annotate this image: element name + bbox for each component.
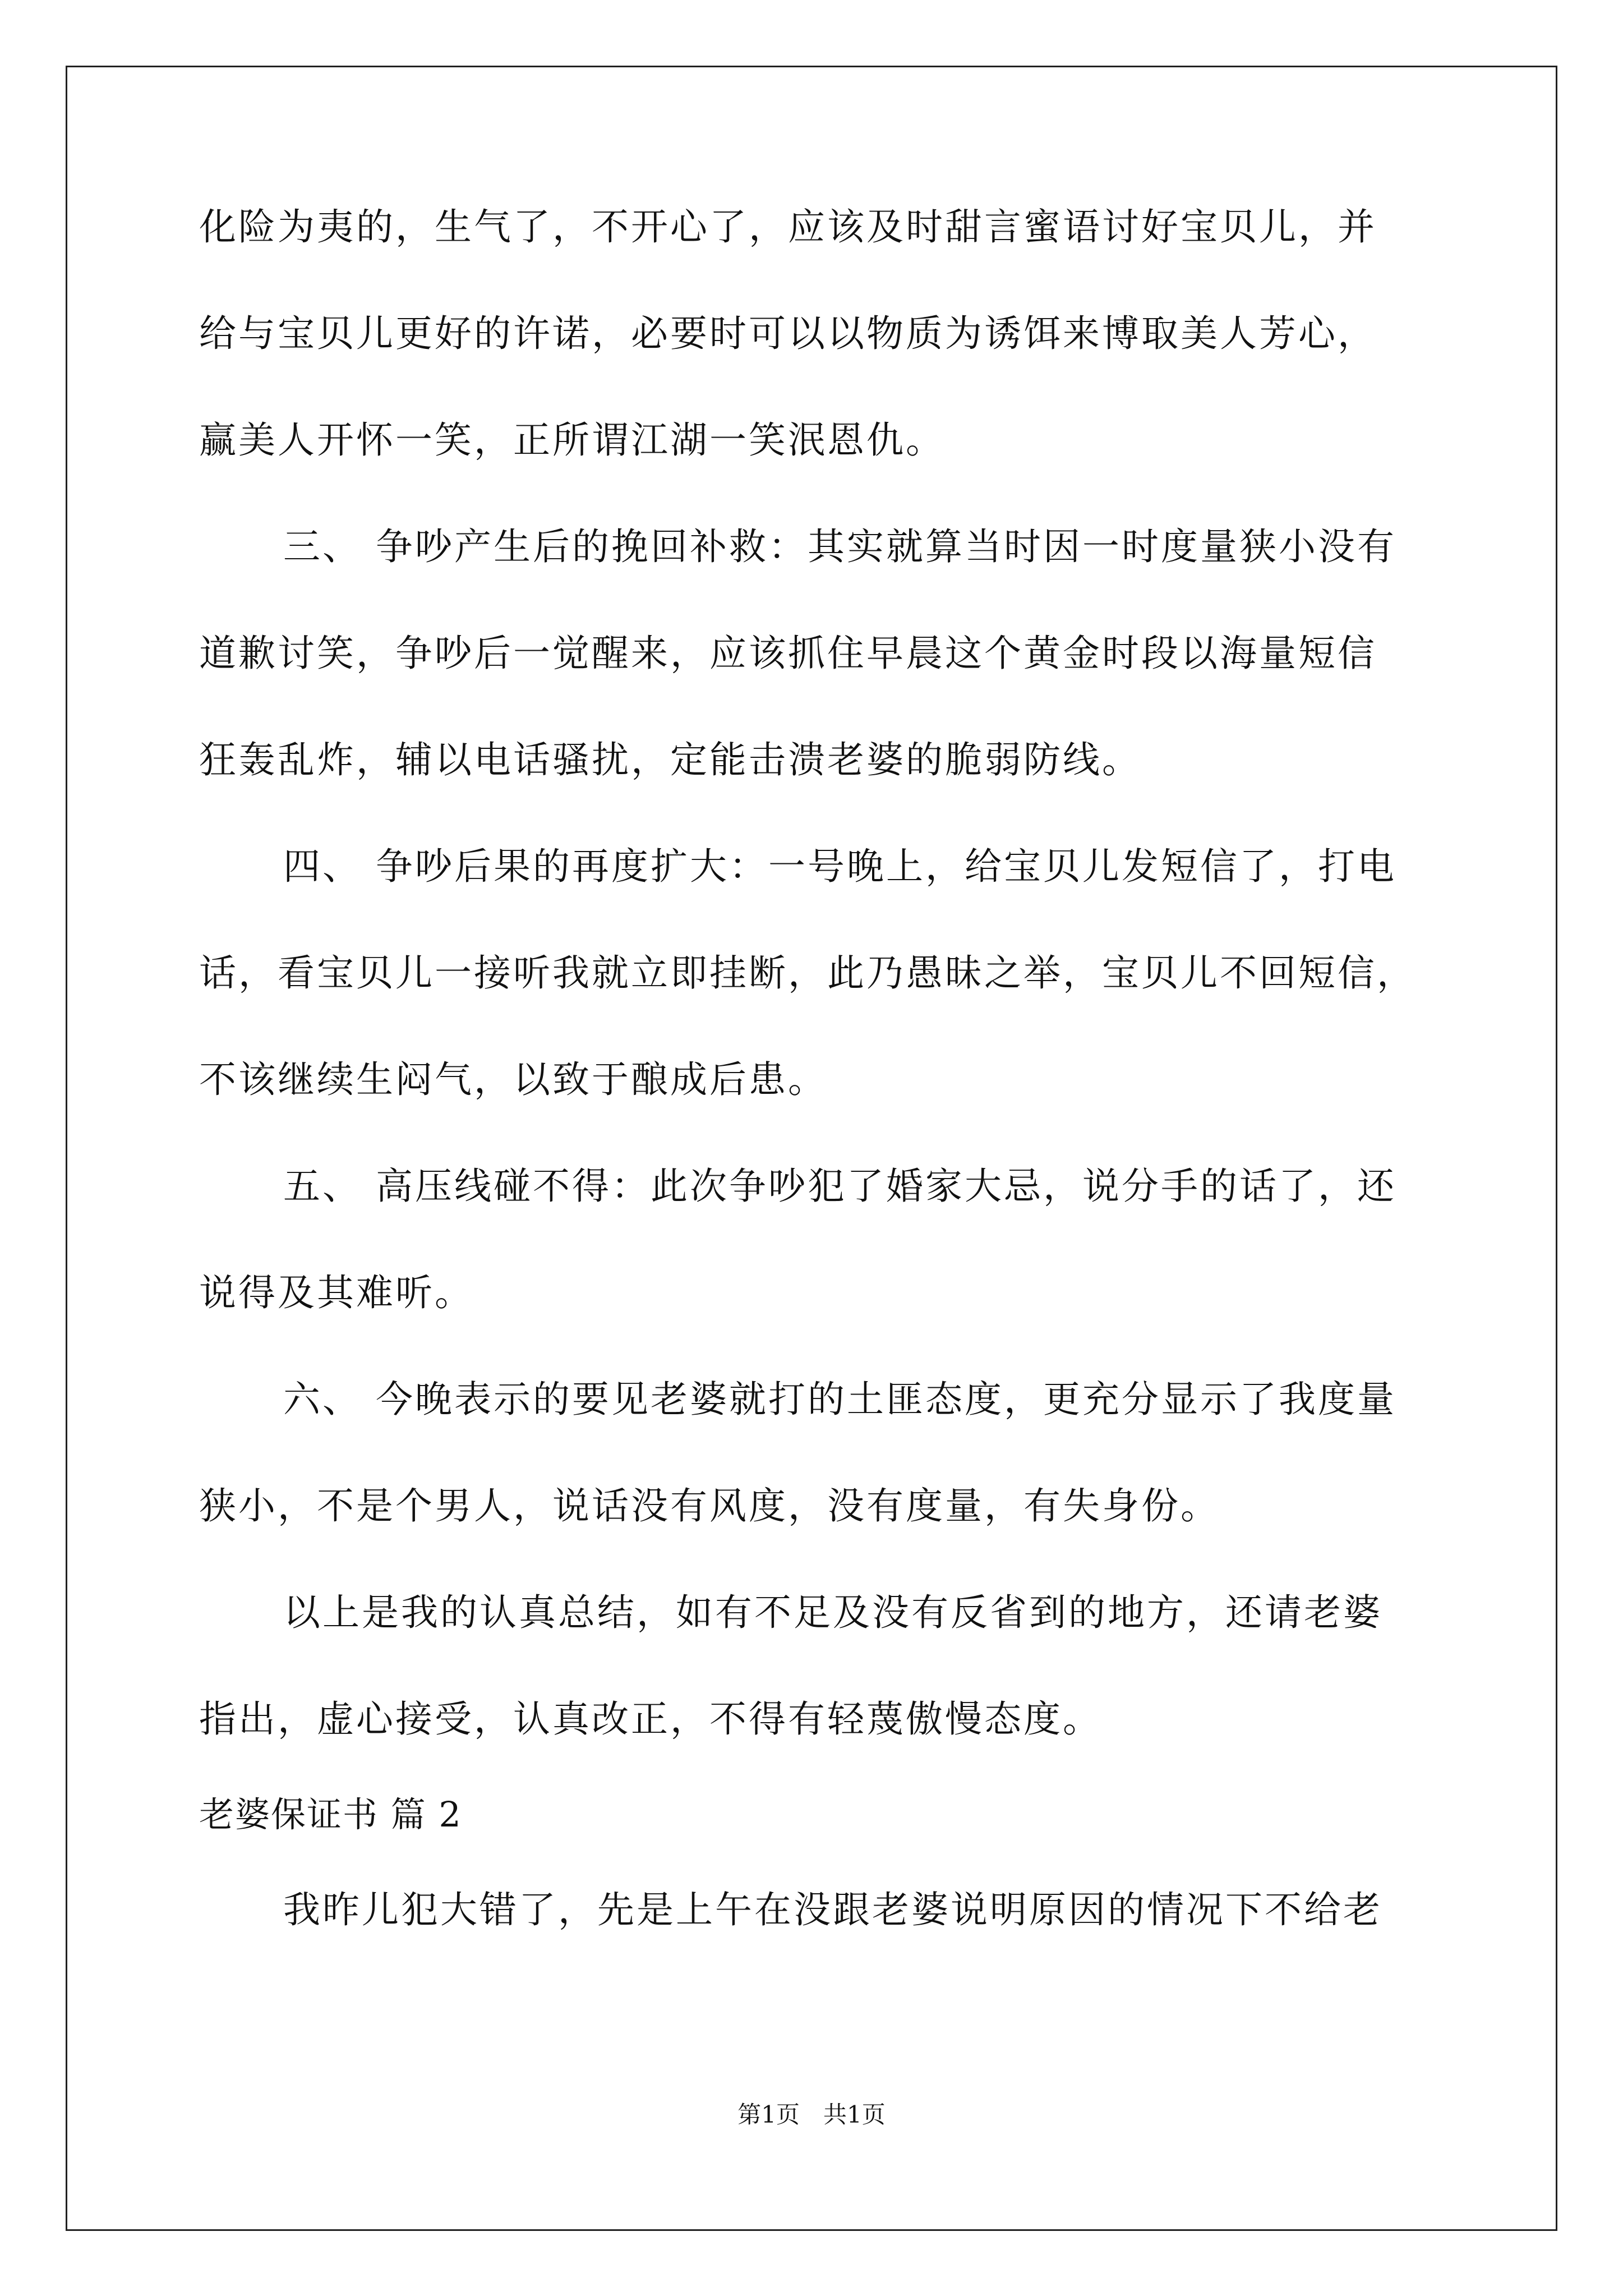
paragraph-five-first-line: 五、 高压线碰不得：此次争吵犯了婚家大忌，说分手的话了，还 <box>283 1165 1396 1208</box>
conclusion-first-line: 以上是我的认真总结，如有不足及没有反省到的地方，还请老婆 <box>283 1591 1382 1634</box>
text-line: 道歉讨笑，争吵后一觉醒来，应该抓住早晨这个黄金时段以海量短信 <box>199 632 1377 675</box>
paragraph-six-first-line: 六、 今晚表示的要见老婆就打的土匪态度，更充分显示了我度量 <box>283 1378 1396 1421</box>
text-line: 话，看宝贝儿一接听我就立即挂断，此乃愚昧之举，宝贝儿不回短信， <box>199 951 1416 995</box>
text-line: 给与宝贝儿更好的许诺，必要时可以以物质为诱饵来博取美人芳心， <box>199 312 1377 355</box>
text-line: 指出，虚心接受，认真改正，不得有轻蔑傲慢态度。 <box>199 1697 1102 1741</box>
section-two-first-line: 我昨儿犯大错了，先是上午在没跟老婆说明原因的情况下不给老 <box>283 1888 1382 1931</box>
paragraph-three-first-line: 三、 争吵产生后的挽回补救：其实就算当时因一时度量狭小没有 <box>283 525 1396 568</box>
text-line: 狂轰乱炸，辅以电话骚扰，定能击溃老婆的脆弱防线。 <box>199 738 1141 781</box>
text-line: 赢美人开怀一笑，正所谓江湖一笑泯恩仇。 <box>199 418 945 462</box>
text-line: 狭小，不是个男人，说话没有风度，没有度量，有失身份。 <box>199 1484 1220 1527</box>
text-line: 化险为夷的，生气了，不开心了，应该及时甜言蜜语讨好宝贝儿，并 <box>199 205 1377 249</box>
text-line: 不该继续生闷气，以致于酿成后患。 <box>199 1058 827 1101</box>
paragraph-four-first-line: 四、 争吵后果的再度扩大：一号晚上，给宝贝儿发短信了，打电 <box>283 845 1396 888</box>
text-line: 说得及其难听。 <box>199 1271 474 1314</box>
page-number-footer: 第1页 共1页 <box>737 2101 886 2128</box>
section-heading: 老婆保证书 篇 2 <box>199 1794 462 1835</box>
